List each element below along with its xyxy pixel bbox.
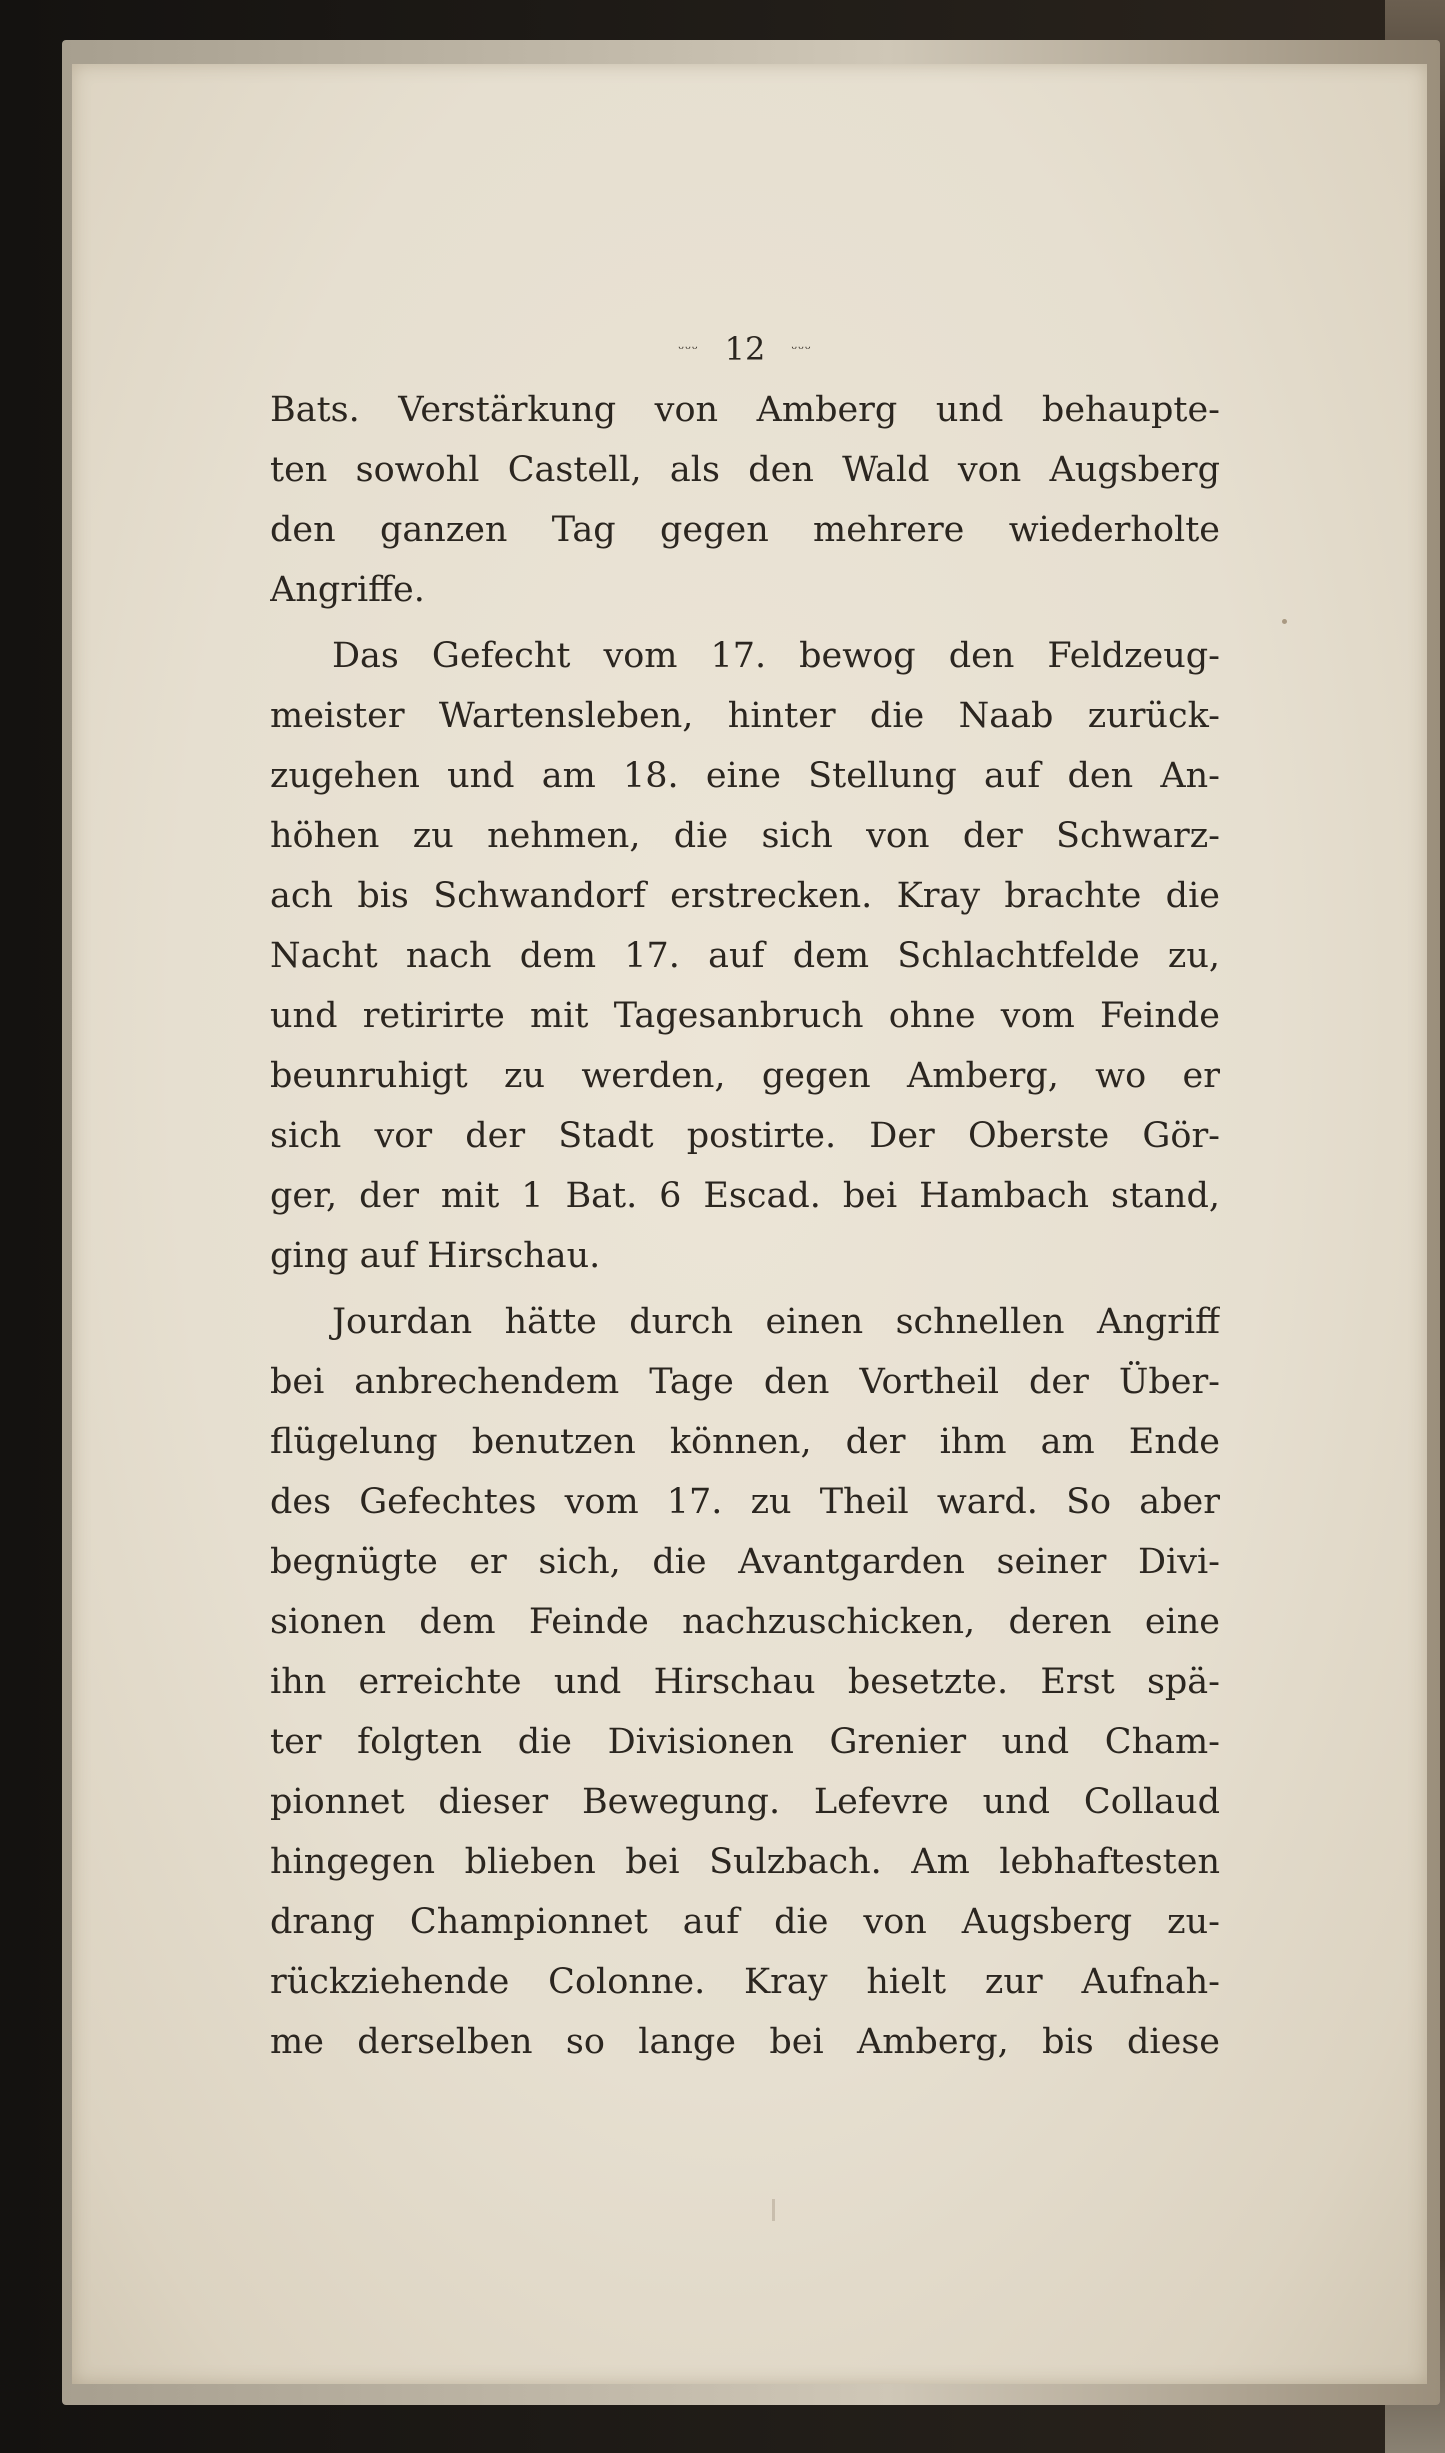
text-line: ten sowohl Castell, als den Wald von Augsberg — [270, 450, 1220, 490]
text-line: bei anbrechendem Tage den Vortheil der Über- — [270, 1362, 1220, 1402]
text-line: ihn erreichte und Hirschau besetzte. Erst spä- — [270, 1662, 1220, 1702]
text-line: me derselben so lange bei Amberg, bis diese — [270, 2022, 1220, 2062]
text-line: Nacht nach dem 17. auf dem Schlachtfelde zu, — [270, 936, 1220, 976]
paragraph-2 — [270, 626, 1220, 1286]
text-line: sich vor der Stadt postirte. Der Oberste Gör- — [270, 1116, 1220, 1156]
text-line: ach bis Schwandorf erstrecken. Kray brachte die — [270, 876, 1220, 916]
page-number: 12 — [724, 330, 766, 368]
paragraph-1 — [270, 380, 1220, 620]
paragraph-3 — [270, 1292, 1220, 2072]
text-line: des Gefechtes vom 17. zu Theil ward. So aber — [270, 1482, 1220, 1522]
text-line: sionen dem Feinde nachzuschicken, deren eine — [270, 1602, 1220, 1642]
text-line: Jourdan hätte durch einen schnellen Angriff — [332, 1302, 1220, 1342]
text-line: Das Gefecht vom 17. bewog den Feldzeug- — [332, 636, 1220, 676]
text-line: den ganzen Tag gegen mehrere wiederholte — [270, 510, 1220, 550]
text-line: begnügte er sich, die Avantgarden seiner Divi- — [270, 1542, 1220, 1582]
text-line: pionnet dieser Bewegung. Lefevre und Collaud — [270, 1782, 1220, 1822]
paper-mark — [772, 2199, 775, 2221]
text-line: höhen zu nehmen, die sich von der Schwarz- — [270, 816, 1220, 856]
text-line: ger, der mit 1 Bat. 6 Escad. bei Hambach stand, — [270, 1176, 1220, 1216]
header-ornament-right: ᵕᵕᵕ — [791, 340, 812, 358]
text-line: rückziehende Colonne. Kray hielt zur Aufnah- — [270, 1962, 1220, 2002]
text-line: ter folgten die Divisionen Grenier und Cham- — [270, 1722, 1220, 1762]
text-line: drang Championnet auf die von Augsberg zu- — [270, 1902, 1220, 1942]
running-header — [270, 328, 1220, 370]
text-line: Angriffe. — [270, 570, 425, 610]
text-line: flügelung benutzen können, der ihm am Ende — [270, 1422, 1220, 1462]
text-line: ging auf Hirschau. — [270, 1236, 601, 1276]
text-line: und retirirte mit Tagesanbruch ohne vom Feinde — [270, 996, 1220, 1036]
header-ornament-left: ᵕᵕᵕ — [678, 340, 699, 358]
text-line: beunruhigt zu werden, gegen Amberg, wo er — [270, 1056, 1220, 1096]
paper-speck — [1282, 619, 1287, 624]
page-text-block — [270, 328, 1220, 2072]
text-line: meister Wartensleben, hinter die Naab zurück- — [270, 696, 1220, 736]
text-line: hingegen blieben bei Sulzbach. Am lebhaftesten — [270, 1842, 1220, 1882]
text-line: Bats. Verstärkung von Amberg und behaupte- — [270, 390, 1220, 430]
text-line: zugehen und am 18. eine Stellung auf den An- — [270, 756, 1220, 796]
